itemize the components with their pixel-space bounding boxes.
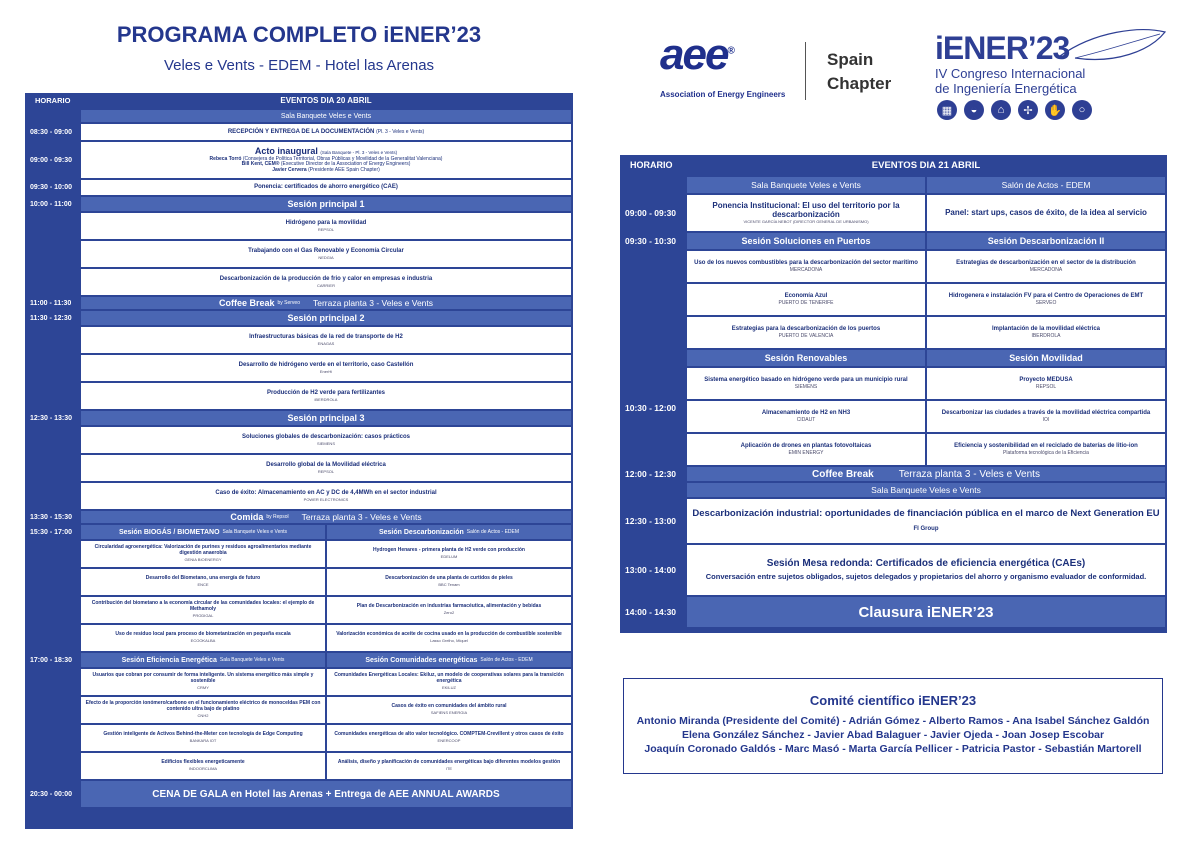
- aee-logo: [660, 30, 733, 80]
- time-cell-span: [27, 669, 79, 779]
- lunch-place: Terraza planta 3 - Veles e Vents: [301, 512, 422, 522]
- time-cell: 12:30 - 13:00: [622, 499, 685, 543]
- speaker-role: (Presidente AEE Spain Chapter): [308, 167, 380, 174]
- event-title: Panel: start ups, casos de éxito, de la idea al servicio: [945, 208, 1147, 218]
- talk-title: Plan de Descarbonización en industrias farmacéutica, alimentación y bebidas: [356, 603, 542, 610]
- talk: [687, 284, 925, 315]
- talk: [81, 669, 325, 695]
- talk: [687, 368, 925, 399]
- coffee-place: Terraza planta 3 - Veles e Vents: [313, 298, 434, 308]
- event-title: Ponencia: certificados de ahorro energético (CAE): [254, 184, 398, 191]
- time-cell: 10:30 - 12:00: [622, 350, 685, 465]
- session-header: [81, 525, 325, 539]
- talk-title: Desarrollo del Biometano, una energía de futuro: [145, 575, 261, 582]
- day-header: EVENTOS DIA 21 ABRIL: [687, 155, 1165, 175]
- speaker-name: Rebeca Torró: [209, 155, 242, 162]
- coffee-place: Terraza planta 3 - Veles e Vents: [898, 468, 1040, 480]
- talk: [927, 368, 1165, 399]
- talk-title: Eficiencia y sostenibilidad en el reciclado de baterías de litio-ion: [954, 442, 1138, 449]
- talk: [327, 569, 571, 595]
- schedule-day-20: [25, 93, 573, 829]
- lunch-break: [81, 511, 571, 523]
- talk-org: SAFIENS ENERGIA: [430, 710, 468, 716]
- talk-title: Desarrollo global de la Movilidad eléctrica: [266, 461, 386, 468]
- aee-logo-text: aee: [660, 30, 728, 79]
- talk-title: Economía Azul: [784, 292, 828, 299]
- talk: [81, 541, 325, 567]
- time-cell: 13:00 - 14:00: [622, 545, 685, 595]
- talk-org: EMIN ENERGY: [788, 449, 824, 456]
- coffee-break: [687, 467, 1165, 481]
- talk: [81, 427, 571, 453]
- talk-title: Valorización económica de aceite de cocina usado en la producción de combustible sostenible: [336, 631, 562, 638]
- time-cell-span: [622, 251, 685, 348]
- speaker-role: (Consejera de Política Territorial, Obras Públicas y Movilidad de la Generalitat Valenciana): [242, 155, 443, 162]
- talk-org: Zero2: [443, 610, 455, 616]
- vehicle-icon: ◒: [964, 100, 984, 120]
- session-place: Sala Banquete Veles e Vents: [222, 529, 288, 535]
- talk-title: Edificios flexibles energeticamente: [161, 759, 245, 766]
- talk: [327, 625, 571, 651]
- time-cell: 09:00 - 09:30: [622, 195, 685, 231]
- time-cell: 09:30 - 10:00: [27, 180, 79, 195]
- time-cell-span: [27, 327, 79, 409]
- talk: [687, 434, 925, 465]
- talk-org: SERVEO: [1035, 299, 1057, 306]
- talk-title: Hidrógeno para la movilidad: [285, 219, 367, 226]
- talk-title: Producción de H2 verde para fertilizantes: [266, 389, 386, 396]
- talk: [81, 213, 571, 239]
- session-title: Sesión BIOGÁS / BIOMETANO: [118, 528, 220, 536]
- session-header: Sesión Movilidad: [927, 350, 1165, 366]
- registered-mark: ®: [727, 45, 733, 57]
- talk-org: SIEMENS: [794, 383, 818, 390]
- talk-org: PRODIGAL: [192, 612, 214, 618]
- talk-title: Descarbonización de la producción de frio y calor en empresas e industria: [219, 275, 433, 282]
- talk: [327, 669, 571, 695]
- session-header: Sesión principal 2: [81, 311, 571, 325]
- talk-title: Comunidades Energéticas Locales: Ekiluz, un modelo de cooperativas solares para la transición energética: [334, 672, 564, 685]
- ponencia-institucional: [687, 195, 925, 231]
- talk: [327, 597, 571, 623]
- acto-inaugural-event: [81, 142, 571, 178]
- event-title: Acto inaugural: [254, 146, 318, 157]
- talk-title: Gestión inteligente de Activos Behind-the-Meter con tecnología de Edge Computing: [103, 731, 303, 738]
- event-title: Ponencia Institucional: El uso del territorio por la descarbonización: [712, 201, 900, 220]
- talk-org: IOI: [1042, 416, 1050, 423]
- session-header: Sesión Renovables: [687, 350, 925, 366]
- talk-org: EDELUM: [440, 554, 458, 560]
- time-cell: 20:30 - 00:00: [27, 781, 79, 807]
- wind-turbine-icon: ✢: [1018, 100, 1038, 120]
- talk-title: Hydrogen Henares - primera planta de H2 verde con producción: [373, 547, 525, 554]
- talk-org: Plataforma tecnológica de la Eficiencia: [1003, 449, 1089, 456]
- talk: [81, 483, 571, 509]
- talk-org: IBERDROLA: [1031, 332, 1061, 339]
- page-subtitle: Veles e Vents - EDEM - Hotel las Arenas: [163, 57, 435, 74]
- talk: [927, 434, 1165, 465]
- talk-org: ITE: [445, 766, 453, 772]
- aee-name: Association of Energy Engineers: [660, 90, 786, 99]
- time-cell-span: [27, 213, 79, 295]
- horario-header: [27, 93, 79, 108]
- descarbonizacion-industrial: [687, 499, 1165, 543]
- lightbulb-icon: ○: [1072, 100, 1092, 120]
- talk: [81, 269, 571, 295]
- clausura: Clausura iENER’23: [687, 597, 1165, 627]
- talk-title: Estrategias para la descarbonización de los puertos: [731, 325, 881, 332]
- talk-org: BBC Tenam: [438, 582, 460, 588]
- congress-line-1: IV Congreso Internacional: [935, 66, 1086, 81]
- coffee-break: [81, 297, 571, 309]
- theme-icons: [937, 100, 1092, 120]
- talk: [81, 597, 325, 623]
- event-org: FI Group: [913, 526, 939, 533]
- event-title: RECEPCIÓN Y ENTREGA DE LA DOCUMENTACIÓN: [227, 128, 375, 135]
- talk: [81, 383, 571, 409]
- talk-title: Sistema energético basado en hidrógeno verde para un municipio rural: [704, 376, 908, 383]
- talk-title: Hidrogenera e instalación FV para el Centro de Operaciones de EMT: [948, 292, 1144, 299]
- talk-org: EKILUZ: [441, 684, 456, 690]
- session-header: [81, 653, 325, 667]
- talk-title: Aplicación de drones en plantas fotovoltaicas: [740, 442, 872, 449]
- talk-org: CIDAUT: [796, 416, 816, 423]
- talk-title: Descarbonización de una planta de curtidos de pieles: [385, 575, 513, 582]
- talk: [687, 251, 925, 282]
- talk-title: Trabajando con el Gas Renovable y Economía Circular: [248, 247, 404, 254]
- room-salon-actos: Salón de Actos - EDEM: [927, 177, 1165, 193]
- talk: [81, 625, 325, 651]
- time-cell: 17:00 - 18:30: [27, 653, 79, 667]
- talk-title: Estrategias de descarbonización en el sector de la distribución: [956, 259, 1136, 266]
- committee-line: Antonio Miranda (Presidente del Comité) - Adrián Gómez - Alberto Ramos - Ana Isabel Sánchez Galdón: [636, 715, 1150, 727]
- talk-org: REPSOL: [317, 226, 335, 232]
- time-cell: 10:00 - 11:00: [27, 197, 79, 211]
- talk-title: Análisis, diseño y planificación de comunidades energéticas bajo diferentes modelos gestión: [337, 759, 561, 766]
- session-header: [327, 525, 571, 539]
- empty-time-cell: [27, 110, 79, 122]
- talk-org: ECOOKALBA: [190, 638, 216, 644]
- schedule-day-21: [620, 155, 1167, 633]
- talk: [81, 569, 325, 595]
- talk-org: CRMY: [197, 684, 209, 690]
- room-sala-banquete: Sala Banquete Veles e Vents: [81, 110, 571, 122]
- horario-header: [622, 155, 685, 175]
- talk-title: Efecto de la proporción ionómero/carbono en el funcionamiento eléctrico de monoceldas PEM con contenido ultra bajo de platino: [85, 700, 321, 713]
- talk-org: BANKARA IOT: [189, 738, 217, 744]
- event-description: Conversación entre sujetos obligados, sujetos delegados y propietarios del ahorro y organismo evaluador de conformidad.: [705, 572, 1147, 582]
- time-cell: 14:00 - 14:30: [622, 597, 685, 627]
- iener-logo: iENER’23: [935, 30, 1070, 66]
- talk-org: INDOORCLIMA: [188, 766, 218, 772]
- session-place: Salón de Actos - EDEM: [466, 529, 520, 535]
- chapter-line-1: Spain: [827, 50, 874, 69]
- coffee-sponsor: by Serveo: [277, 300, 300, 306]
- committee-title: Comité científico iENER’23: [809, 693, 977, 708]
- event-title: Descarbonización industrial: oportunidades de financiación pública en el marco de Next Generation EU: [692, 508, 1160, 520]
- coffee-title: Coffee Break: [812, 468, 874, 480]
- leaf-plug-icon: [1055, 26, 1170, 66]
- talk: [327, 697, 571, 723]
- talk-title: Proyecto MEDUSA: [1019, 376, 1073, 383]
- empty-time-cell: [622, 483, 685, 497]
- session-title: Sesión Comunidades energéticas: [365, 656, 478, 664]
- time-cell: 12:30 - 13:30: [27, 411, 79, 425]
- mesa-redonda: [687, 545, 1165, 595]
- talk-org: POWER ELECTRONICS: [303, 496, 349, 502]
- session-header: Sesión Descarbonización II: [927, 233, 1165, 249]
- talk-title: Desarrollo de hidrógeno verde en el territorio, caso Castellón: [238, 361, 414, 368]
- talk-title: Infraestructuras básicas de la red de transporte de H2: [249, 333, 403, 340]
- time-cell: 13:30 - 15:30: [27, 511, 79, 523]
- room-sala-banquete: Sala Banquete Veles e Vents: [687, 177, 925, 193]
- talk-title: Casos de éxito en comunidades del ámbito rural: [391, 703, 507, 710]
- talk-org: REPSOL: [317, 468, 335, 474]
- talk-org: Lasso Grelho, Miquel: [430, 638, 468, 644]
- talk-org: ENCE: [197, 582, 209, 588]
- talk: [327, 541, 571, 567]
- talk: [927, 317, 1165, 348]
- talk-title: Circularidad agroenergética: Valorización de purines y residuos agroalimentarios mediante digestión anaerobia: [94, 544, 312, 557]
- time-cell-span: [27, 541, 79, 651]
- scientific-committee: [623, 678, 1163, 774]
- committee-members: [624, 714, 1162, 757]
- time-cell-span: [27, 427, 79, 509]
- event-speaker: VICENTE GARCÍA NEBOT (DIRECTOR GENERAL DE URBANISMO): [743, 219, 869, 225]
- talk-org: ENERCOOP: [437, 738, 461, 744]
- time-cell: 09:30 - 10:30: [622, 233, 685, 249]
- session-header: [327, 653, 571, 667]
- talk: [927, 284, 1165, 315]
- logo-divider: [805, 42, 806, 100]
- empty-time-cell: [622, 177, 685, 193]
- horario-label: HORARIO: [35, 96, 71, 105]
- talk: [81, 697, 325, 723]
- talk-org: ENAGAS: [317, 340, 335, 346]
- time-cell: 12:00 - 12:30: [622, 467, 685, 481]
- committee-line: Elena González Sánchez - Javier Abad Balaguer - Javier Ojeda - Joan Josep Escobar: [681, 729, 1105, 742]
- talk: [81, 241, 571, 267]
- talk-title: Usuarios que cobran por consumir de forma inteligente. Un sistema energético más simple y sostenible: [92, 672, 314, 685]
- time-cell: 11:30 - 12:30: [27, 311, 79, 325]
- talk-title: Uso de residuo local para proceso de biometanización en pequeña escala: [115, 631, 291, 638]
- panel-startups: [927, 195, 1165, 231]
- session-header: Sesión Soluciones en Puertos: [687, 233, 925, 249]
- talk-org: EnerHi: [319, 368, 333, 374]
- event-place: (Pl. 3 - Veles e Vents): [376, 128, 425, 135]
- talk-title: Almacenamiento de H2 en NH3: [761, 409, 851, 416]
- talk-org: MERCADONA: [1029, 266, 1063, 273]
- home-icon: ⌂: [991, 100, 1011, 120]
- talk: [81, 327, 571, 353]
- speaker-name: Bill Kent, CEM®: [241, 161, 280, 168]
- talk: [327, 753, 571, 779]
- talk-title: Comunidades energéticas de alto valor tecnológico. COMPTEM-Crevillent y otros casos de éxito: [334, 731, 564, 738]
- event-title: Sesión Mesa redonda: Certificados de eficiencia energética (CAEs): [766, 557, 1086, 569]
- coffee-title: Coffee Break: [218, 298, 275, 308]
- talk-org: MERCADONA: [789, 266, 823, 273]
- day-header: EVENTOS DIA 20 ABRIL: [81, 93, 571, 108]
- talk: [81, 725, 325, 751]
- congress-line-2: de Ingeniería Energética: [935, 81, 1077, 96]
- session-header: Sesión principal 3: [81, 411, 571, 425]
- talk: [687, 317, 925, 348]
- talk: [327, 725, 571, 751]
- page-title: PROGRAMA COMPLETO iENER’23: [116, 22, 482, 47]
- talk-org: GENIA BIOENERGY: [184, 556, 222, 562]
- speaker-role: (Executive Director de la Association of Energy Engineers): [280, 161, 411, 168]
- talk-title: Soluciones globales de descarbonización: casos prácticos: [241, 433, 411, 440]
- talk-org: SIEMENS: [316, 440, 335, 446]
- lunch-sponsor: by Repsol: [266, 514, 289, 520]
- hand-icon: ✋: [1045, 100, 1065, 120]
- talk-title: Caso de éxito: Almacenamiento en AC y DC de 4,4MWh en el sector industrial: [215, 489, 437, 496]
- lunch-title: Comida: [230, 512, 264, 522]
- talk-title: Implantación de la movilidad eléctrica: [991, 325, 1101, 332]
- session-place: Sala Banquete Veles e Vents: [219, 657, 285, 663]
- industry-icon: ▦: [937, 100, 957, 120]
- talk-title: Contribución del biometano a la economía circular de las comunidades locales: el ejemplo de Methamoly: [91, 600, 315, 613]
- time-cell: 15:30 - 17:00: [27, 525, 79, 539]
- time-cell: 08:30 - 09:00: [27, 124, 79, 140]
- talk-org: iBERDROLA: [314, 396, 338, 402]
- session-title: Sesión Descarbonización: [378, 528, 464, 536]
- talk-org: PUERTO DE VALENCIA: [778, 332, 834, 339]
- gala-dinner: CENA DE GALA en Hotel las Arenas + Entrega de AEE ANNUAL AWARDS: [81, 781, 571, 807]
- ponencia-event: [81, 180, 571, 195]
- talk: [687, 401, 925, 432]
- horario-label: HORARIO: [630, 160, 673, 170]
- logos: [655, 22, 1175, 127]
- talk-title: Descarbonizar las ciudades a través de la movilidad eléctrica compartida: [941, 409, 1151, 416]
- time-cell: 11:00 - 11:30: [27, 297, 79, 309]
- talk: [81, 355, 571, 381]
- committee-line: Joaquín Coronado Galdós - Marc Masó - Marta García Pellicer - Patricia Pastor - Sebastián Martorell: [644, 743, 1142, 756]
- talk: [927, 401, 1165, 432]
- event-place: (Sala Banquete - Pl. 3 - Veles e Vents): [320, 150, 398, 156]
- talk-title: Uso de los nuevos combustibles para la descarbonización del sector marítimo: [694, 259, 918, 266]
- session-place: Salón de Actos - EDEM: [480, 657, 533, 663]
- talk: [927, 251, 1165, 282]
- talk: [81, 455, 571, 481]
- talk-org: NEDGIA: [318, 254, 334, 260]
- talk-org: CNH2: [197, 712, 209, 718]
- time-cell: 09:00 - 09:30: [27, 142, 79, 178]
- session-title: Sesión Eficiencia Energética: [121, 656, 217, 664]
- talk-org: PUERTO DE TENERIFE: [778, 299, 834, 306]
- talk: [81, 753, 325, 779]
- talk-org: CARRIER: [316, 282, 335, 288]
- session-header: Sesión principal 1: [81, 197, 571, 211]
- speaker-name: Javier Cervera: [272, 167, 307, 174]
- room-sala-banquete: Sala Banquete Veles e Vents: [687, 483, 1165, 497]
- talk-org: REPSOL: [1035, 383, 1057, 390]
- chapter-line-2: Chapter: [827, 74, 892, 93]
- reception-event: [81, 124, 571, 140]
